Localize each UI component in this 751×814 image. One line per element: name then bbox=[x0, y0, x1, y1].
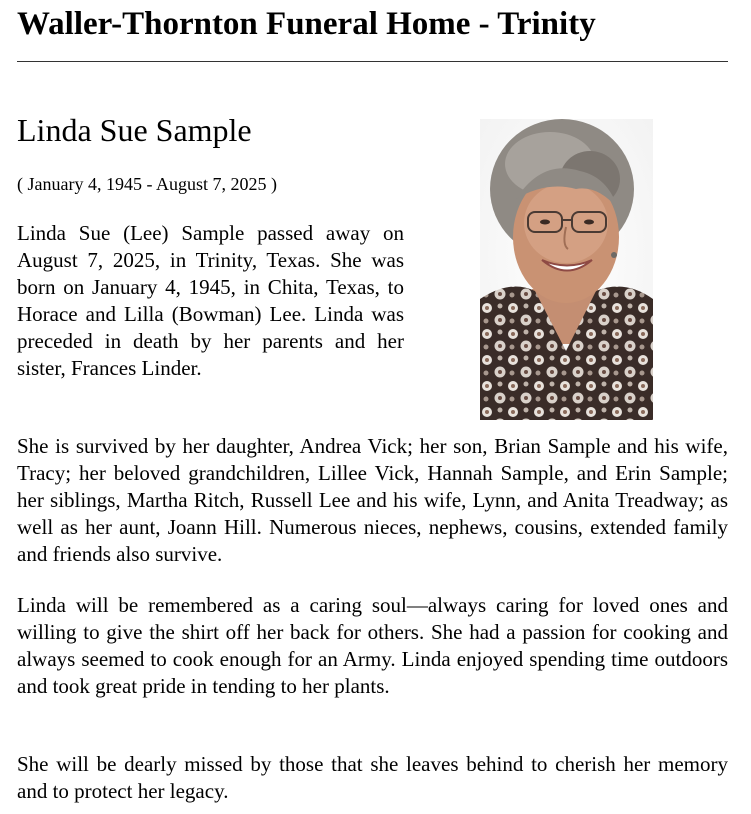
life-dates: ( January 4, 1945 - August 7, 2025 ) bbox=[17, 174, 277, 194]
obituary-paragraph: She will be dearly missed by those that she leaves behind to cherish her memory and to protect her legacy. bbox=[17, 752, 728, 803]
header-divider bbox=[17, 61, 728, 62]
site-title: Waller-Thornton Funeral Home - Trinity bbox=[17, 6, 596, 42]
obituary-paragraph: She is survived by her daughter, Andrea Vick; her son, Brian Sample and his wife, Tracy; her beloved grandchildren, Lillee Vick, Hannah Sample, and Erin Sample; her siblings, Martha Ritch, Russell Lee and his wife, Lynn, and Anita Treadway; as well as her aunt, Joann Hill. Numerous nieces, nephews, cousins, extended family and friends also survive. bbox=[17, 434, 728, 566]
obituary-paragraph: Linda will be remembered as a caring soul—always caring for loved ones and willing to give the shirt off her back for others. She had a passion for cooking and always seemed to cook enough for an Army. Linda enjoyed spending time outdoors and took great pride in tending to her plants. bbox=[17, 593, 728, 698]
portrait-photo-icon bbox=[480, 119, 653, 420]
obituary-paragraph: Linda Sue (Lee) Sample passed away on August 7, 2025, in Trinity, Texas. She was born on January 4, 1945, in Chita, Texas, to Horace and Lilla (Bowman) Lee. Linda was preceded in death by her parents and her sister, Frances Linder. bbox=[17, 221, 404, 380]
deceased-name: Linda Sue Sample bbox=[17, 112, 252, 148]
